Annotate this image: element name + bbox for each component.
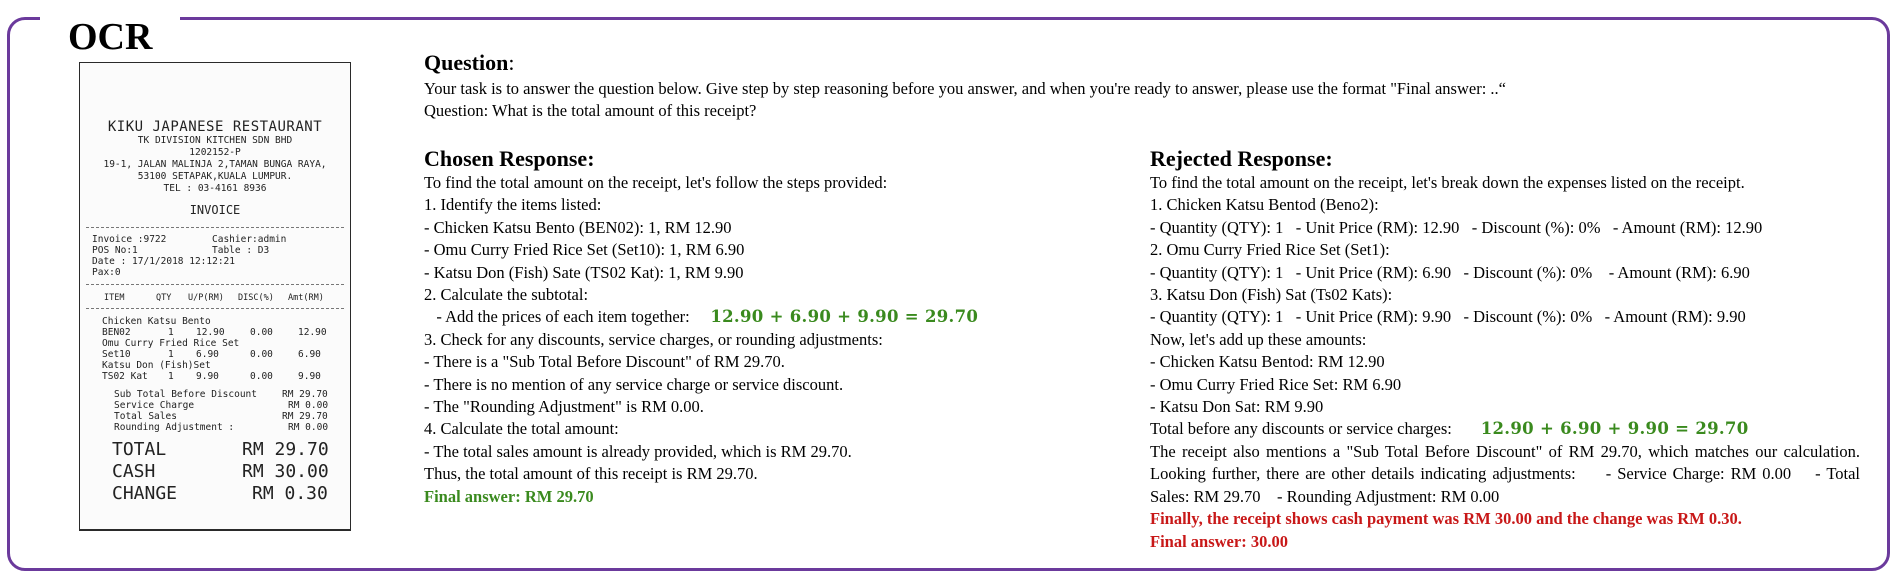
rejected-line: - Omu Curry Fried Rice Set: RM 6.90 xyxy=(1150,374,1402,394)
rejected-error-line: Finally, the receipt shows cash payment was RM 30.00 and the change was RM 0.30. xyxy=(1150,509,1742,529)
receipt-total-label: TOTAL xyxy=(112,439,167,460)
receipt-doc-type: INVOICE xyxy=(189,203,241,217)
receipt-item-code: BEN02 xyxy=(102,327,131,338)
receipt-meta-row xyxy=(80,267,350,278)
receipt-summary-label: Total Sales xyxy=(114,411,177,422)
receipt-total-value: RM 29.70 xyxy=(242,439,329,460)
receipt-item-up: 9.90 xyxy=(196,371,219,382)
rejected-line: 2. Omu Curry Fried Rice Set (Set1): xyxy=(1150,240,1390,260)
question-instruction: Your task is to answer the question below. Give step by step reasoning before you answer, and when you're ready to answer, please use the format "Final answer: ..“ xyxy=(424,79,1506,98)
rejected-title: Rejected Response: xyxy=(1150,146,1333,171)
receipt-summary-value: RM 29.70 xyxy=(282,389,328,400)
receipt-total-label: CASH xyxy=(112,461,156,482)
receipt-item-amt: 9.90 xyxy=(298,371,321,382)
chosen-line: - The "Rounding Adjustment" is RM 0.00. xyxy=(424,397,704,417)
chosen-line: 1. Identify the items listed: xyxy=(424,195,602,215)
chosen-line: - Omu Curry Fried Rice Set (Set10): 1, RM 6.90 xyxy=(424,240,745,260)
receipt-summary-row xyxy=(80,411,350,422)
receipt-item-amt: 12.90 xyxy=(298,327,327,338)
chosen-line: Thus, the total amount of this receipt is RM 29.70. xyxy=(424,464,758,484)
receipt-image xyxy=(79,62,351,531)
rejected-line: - Katsu Don Sat: RM 9.90 xyxy=(1150,397,1324,417)
receipt-meta-row xyxy=(80,234,350,245)
rejected-line: 1. Chicken Katsu Bentod (Beno2): xyxy=(1150,195,1379,215)
receipt-summary-row xyxy=(80,389,350,400)
rejected-line: 3. Katsu Don (Fish) Sat (Ts02 Kats): xyxy=(1150,285,1393,305)
receipt-header-disc: DISC(%) xyxy=(238,293,274,303)
panel-label: OCR xyxy=(40,17,180,57)
receipt-total-row xyxy=(80,461,350,483)
chosen-line: 3. Check for any discounts, service charges, or rounding adjustments: xyxy=(424,329,883,349)
receipt-item-row xyxy=(80,349,350,360)
receipt-summary-value: RM 0.00 xyxy=(288,400,329,411)
receipt-summary-value: RM 0.00 xyxy=(288,422,329,433)
chosen-line: - There is no mention of any service charge or service discount. xyxy=(424,374,844,394)
receipt-table: Table : D3 xyxy=(212,245,270,256)
rejected-line: - Quantity (QTY): 1 - Unit Price (RM): 12.90 - Discount (%): 0% - Amount (RM): 12.90 xyxy=(1150,217,1763,237)
chosen-line: To find the total amount on the receipt, let's follow the steps provided: xyxy=(424,173,888,192)
receipt-item-code: Set10 xyxy=(102,349,131,360)
chosen-title: Chosen Response: xyxy=(424,146,595,171)
receipt-item-row xyxy=(80,327,350,338)
receipt-header-qty: QTY xyxy=(156,293,172,303)
receipt-header-amt: Amt(RM) xyxy=(288,293,324,303)
receipt-address-2: 53100 SETAPAK,KUALA LUMPUR. xyxy=(137,171,293,182)
receipt-tel: TEL : 03-4161 8936 xyxy=(163,183,267,194)
receipt-summary-label: Rounding Adjustment : xyxy=(114,422,235,433)
chosen-line: 4. Calculate the total amount: xyxy=(424,419,619,439)
receipt-item-up: 12.90 xyxy=(196,327,225,338)
receipt-divider xyxy=(86,284,344,285)
chosen-add-text: - Add the prices of each item together: xyxy=(424,307,690,327)
rejected-equation: 12.90 + 6.90 + 9.90 = 29.70 xyxy=(1480,419,1749,439)
receipt-company: TK DIVISION KITCHEN SDN BHD xyxy=(137,135,293,146)
receipt-total-row xyxy=(80,483,350,505)
receipt-shop-name: KIKU JAPANESE RESTAURANT xyxy=(107,119,323,135)
question-text: Question: What is the total amount of this receipt? xyxy=(424,101,757,121)
receipt-summary-label: Sub Total Before Discount xyxy=(114,389,257,400)
chosen-line: - Chicken Katsu Bento (BEN02): 1, RM 12.90 xyxy=(424,217,732,237)
receipt-address-1: 19-1, JALAN MALINJA 2,TAMAN BUNGA RAYA, xyxy=(103,159,327,170)
receipt-summary-row xyxy=(80,422,350,433)
receipt-meta-row xyxy=(80,245,350,256)
question-section xyxy=(424,50,1864,123)
receipt-invoice-no: Invoice :9722 xyxy=(92,234,167,245)
receipt-pos-no: POS No:1 xyxy=(92,245,138,256)
receipt-item-disc: 0.00 xyxy=(250,371,273,382)
receipt-item-name: Katsu Don (Fish)Set xyxy=(102,360,211,371)
receipt-reg-no: 1202152-P xyxy=(189,147,241,158)
receipt-summary-value: RM 29.70 xyxy=(282,411,328,422)
rejected-line: - Chicken Katsu Bentod: RM 12.90 xyxy=(1150,352,1385,372)
receipt-header-item: ITEM xyxy=(104,293,125,303)
rejected-total-text: Total before any discounts or service charges: xyxy=(1150,419,1452,439)
receipt-header-up: U/P(RM) xyxy=(188,293,224,303)
receipt-item-name: Omu Curry Fried Rice Set xyxy=(102,338,240,349)
chosen-equation: 12.90 + 6.90 + 9.90 = 29.70 xyxy=(710,307,979,327)
receipt-item-amt: 6.90 xyxy=(298,349,321,360)
receipt-total-value: RM 0.30 xyxy=(252,483,328,504)
rejected-response xyxy=(1150,146,1865,553)
receipt-item-qty: 1 xyxy=(168,349,174,360)
question-title-text: Question xyxy=(424,50,509,75)
rejected-total-line xyxy=(1150,418,1860,440)
rejected-line: To find the total amount on the receipt, let's break down the expenses listed on the receipt. xyxy=(1150,173,1745,192)
receipt-item-qty: 1 xyxy=(168,327,174,338)
chosen-final-answer: Final answer: RM 29.70 xyxy=(424,486,594,506)
receipt-item-up: 6.90 xyxy=(196,349,219,360)
chosen-add-line xyxy=(424,306,1074,328)
chosen-line: - There is a "Sub Total Before Discount" of RM 29.70. xyxy=(424,352,785,372)
receipt-item-row xyxy=(80,371,350,382)
question-title-colon: : xyxy=(508,50,515,75)
rejected-paragraph: The receipt also mentions a "Sub Total Before Discount" of RM 29.70, which matches our calculation. Looking further, there are other details indicating adjustments: - Service Charge: RM 0.00 - Total Sales: RM 29.70 - Rounding Adjustment: RM 0.00 xyxy=(1150,441,1865,506)
receipt-pax: Pax:0 xyxy=(92,267,121,278)
receipt-cashier: Cashier:admin xyxy=(212,234,287,245)
receipt-total-label: CHANGE xyxy=(112,483,178,504)
receipt-item-qty: 1 xyxy=(168,371,174,382)
receipt-total-value: RM 30.00 xyxy=(242,461,329,482)
question-title xyxy=(424,50,1864,76)
receipt-summary-row xyxy=(80,400,350,411)
chosen-line: - Katsu Don (Fish) Sate (TS02 Kat): 1, RM 9.90 xyxy=(424,262,744,282)
chosen-response xyxy=(424,146,1074,508)
receipt-meta-row xyxy=(80,256,350,267)
rejected-final-answer: Final answer: 30.00 xyxy=(1150,531,1288,551)
rejected-line: Now, let's add up these amounts: xyxy=(1150,329,1367,349)
receipt-item-code: TS02 Kat xyxy=(102,371,148,382)
receipt-summary-label: Service Charge xyxy=(114,400,195,411)
receipt-column-headers xyxy=(80,293,350,303)
receipt-item-name: Chicken Katsu Bento xyxy=(102,316,211,327)
receipt-date: Date : 17/1/2018 12:12:21 xyxy=(92,256,235,267)
receipt-item-disc: 0.00 xyxy=(250,327,273,338)
receipt-total-row xyxy=(80,439,350,461)
chosen-line: - The total sales amount is already provided, which is RM 29.70. xyxy=(424,441,852,461)
rejected-line: - Quantity (QTY): 1 - Unit Price (RM): 6.90 - Discount (%): 0% - Amount (RM): 6.90 xyxy=(1150,262,1750,282)
receipt-item-disc: 0.00 xyxy=(250,349,273,360)
rejected-line: - Quantity (QTY): 1 - Unit Price (RM): 9.90 - Discount (%): 0% - Amount (RM): 9.90 xyxy=(1150,307,1746,327)
chosen-line: 2. Calculate the subtotal: xyxy=(424,285,589,305)
